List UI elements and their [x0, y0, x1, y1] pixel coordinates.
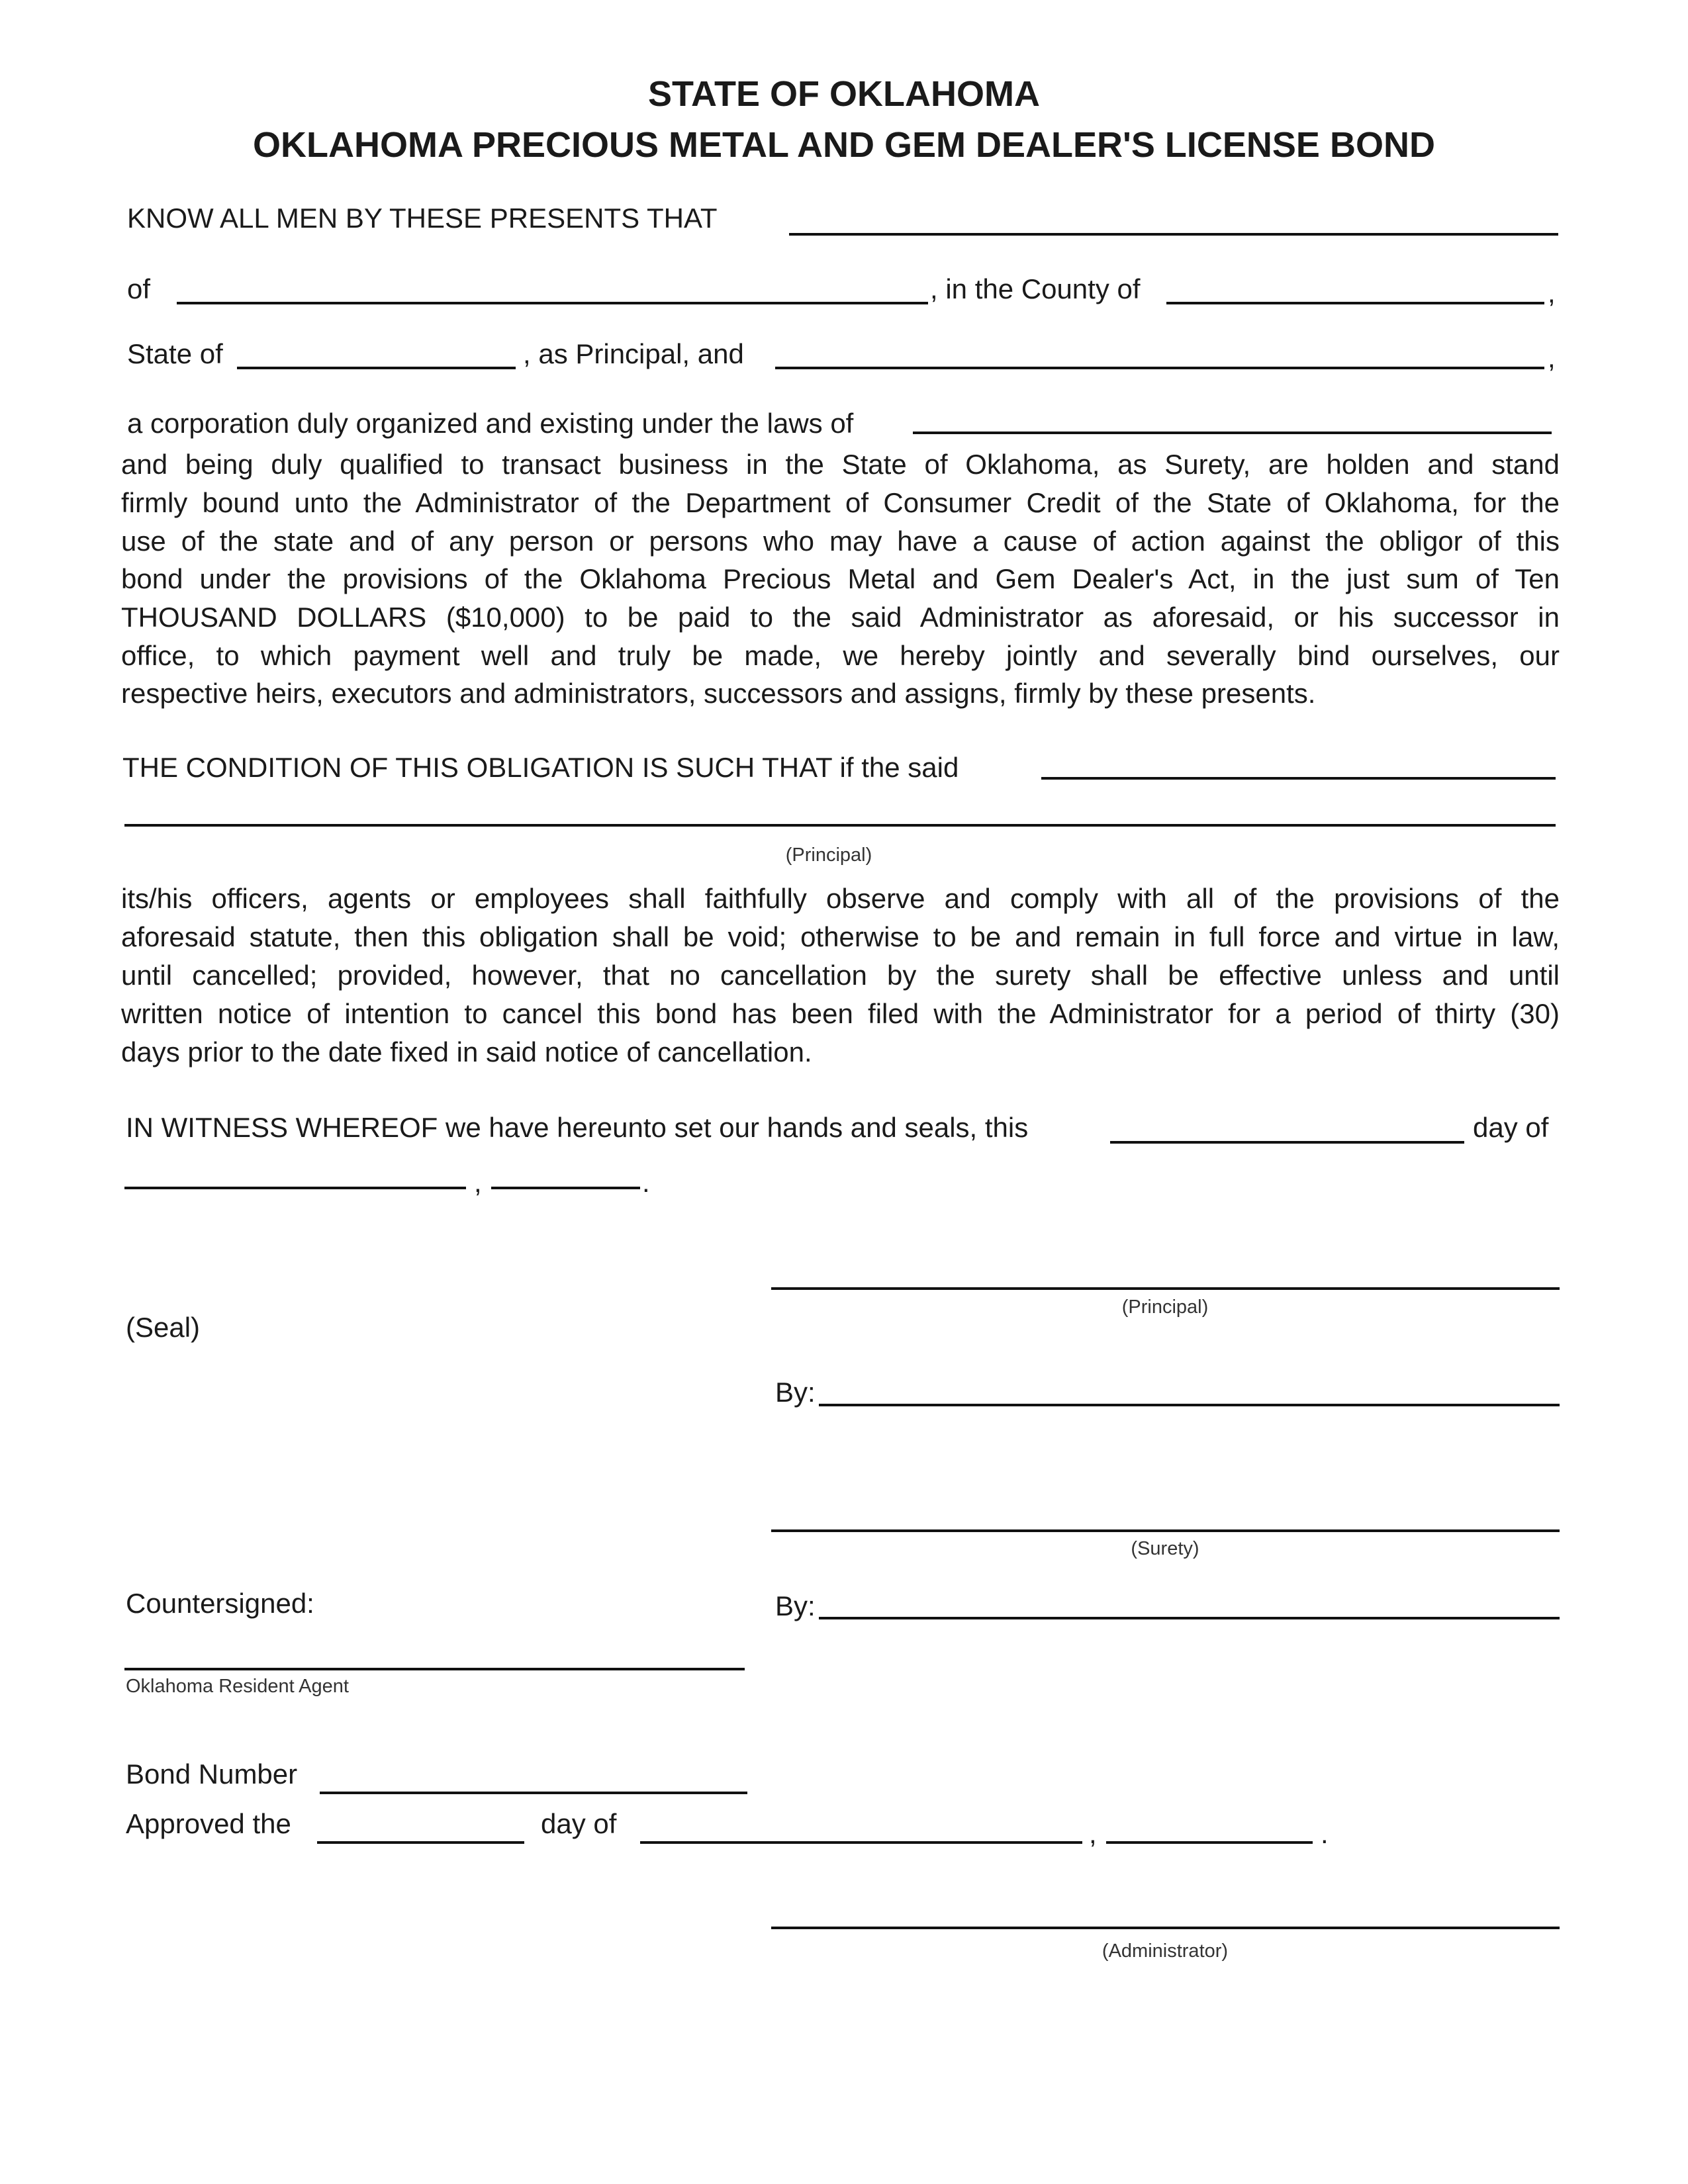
witness-year-field[interactable] [491, 1187, 640, 1189]
administrator-signature-line[interactable] [771, 1927, 1560, 1929]
document-title: STATE OF OKLAHOMA [648, 74, 1040, 114]
principal-caption: (Principal) [785, 844, 872, 866]
paragraph1-line: THOUSAND DOLLARS ($10,000) to be paid to the said Administrator as aforesaid, or his successor in [121, 602, 1560, 633]
as-principal-label: , as Principal, and [523, 338, 744, 369]
comma: , [1089, 1818, 1097, 1849]
of-label: of [127, 273, 151, 304]
paragraph1-line: respective heirs, executors and administrators, successors and assigns, firmly by these presents. [121, 678, 1316, 709]
seal-label: (Seal) [126, 1312, 201, 1343]
paragraph2-line: days prior to the date fixed in said notice of cancellation. [121, 1036, 812, 1068]
witness-day-field[interactable] [1110, 1141, 1464, 1144]
resident-agent-signature-line[interactable] [124, 1668, 745, 1670]
principal-signature-line[interactable] [771, 1287, 1560, 1290]
paragraph1-line: and being duly qualified to transact business in the State of Oklahoma, as Surety, are holden and stand [121, 449, 1560, 480]
approved-day-of-label: day of [541, 1808, 617, 1839]
county-field[interactable] [1166, 302, 1544, 304]
by-label: By: [775, 1377, 816, 1408]
period: . [642, 1167, 650, 1198]
paragraph2-line: its/his officers, agents or employees shall faithfully observe and comply with all of the provisions of the [121, 883, 1560, 914]
surety-signature-caption: (Surety) [1131, 1538, 1199, 1559]
know-all-men-text: KNOW ALL MEN BY THESE PRESENTS THAT [127, 203, 718, 234]
administrator-caption: (Administrator) [1102, 1940, 1229, 1962]
state-field[interactable] [237, 367, 516, 369]
surety-signature-line[interactable] [771, 1529, 1560, 1532]
condition-principal-field-line2[interactable] [124, 824, 1556, 827]
bond-number-label: Bond Number [126, 1758, 298, 1790]
approved-year-field[interactable] [1106, 1841, 1313, 1844]
comma: , [474, 1167, 482, 1198]
surety-state-field[interactable] [913, 432, 1552, 434]
paragraph1-line: firmly bound unto the Administrator of the Department of Consumer Credit of the State of Oklahoma, for the [121, 487, 1560, 518]
countersigned-label: Countersigned: [126, 1588, 314, 1619]
approved-day-field[interactable] [317, 1841, 524, 1844]
by-label: By: [775, 1590, 816, 1621]
surety-by-signature-field[interactable] [819, 1617, 1560, 1619]
county-label: , in the County of [930, 273, 1141, 304]
corporation-text: a corporation duly organized and existing under the laws of [127, 408, 854, 439]
obligor-name-field[interactable] [789, 233, 1558, 236]
document-subtitle: OKLAHOMA PRECIOUS METAL AND GEM DEALER'S LICENSE BOND [253, 125, 1435, 165]
condition-principal-field[interactable] [1041, 777, 1556, 780]
bond-number-field[interactable] [320, 1792, 747, 1794]
address-field[interactable] [177, 302, 928, 304]
paragraph1-line: use of the state and of any person or persons who may have a cause of action against the obligor of this [121, 525, 1560, 557]
approved-the-label: Approved the [126, 1808, 291, 1839]
comma: , [1548, 277, 1556, 308]
principal-signature-caption: (Principal) [1121, 1297, 1209, 1318]
condition-text: THE CONDITION OF THIS OBLIGATION IS SUCH THAT if the said [122, 752, 959, 783]
witness-day-of-label: day of [1473, 1112, 1549, 1143]
principal-by-signature-field[interactable] [819, 1404, 1560, 1406]
surety-name-field[interactable] [775, 367, 1544, 369]
comma: , [1548, 342, 1556, 373]
paragraph1-line: office, to which payment well and truly be made, we hereby jointly and severally bind ourselves, our [121, 640, 1560, 671]
witness-month-field[interactable] [124, 1187, 466, 1189]
paragraph1-line: bond under the provisions of the Oklahoma Precious Metal and Gem Dealer's Act, in the just sum of Ten [121, 563, 1560, 594]
period: . [1321, 1818, 1329, 1849]
paragraph2-line: until cancelled; provided, however, that no cancellation by the surety shall be effective unless and until [121, 960, 1560, 991]
approved-month-field[interactable] [640, 1841, 1082, 1844]
state-of-label: State of [127, 338, 223, 369]
paragraph2-line: aforesaid statute, then this obligation shall be void; otherwise to be and remain in full force and virtue in law, [121, 921, 1560, 952]
witness-text: IN WITNESS WHEREOF we have hereunto set our hands and seals, this [126, 1112, 1029, 1143]
resident-agent-caption: Oklahoma Resident Agent [126, 1676, 349, 1697]
paragraph2-line: written notice of intention to cancel this bond has been filed with the Administrator for a period of thirty (30) [121, 998, 1560, 1029]
